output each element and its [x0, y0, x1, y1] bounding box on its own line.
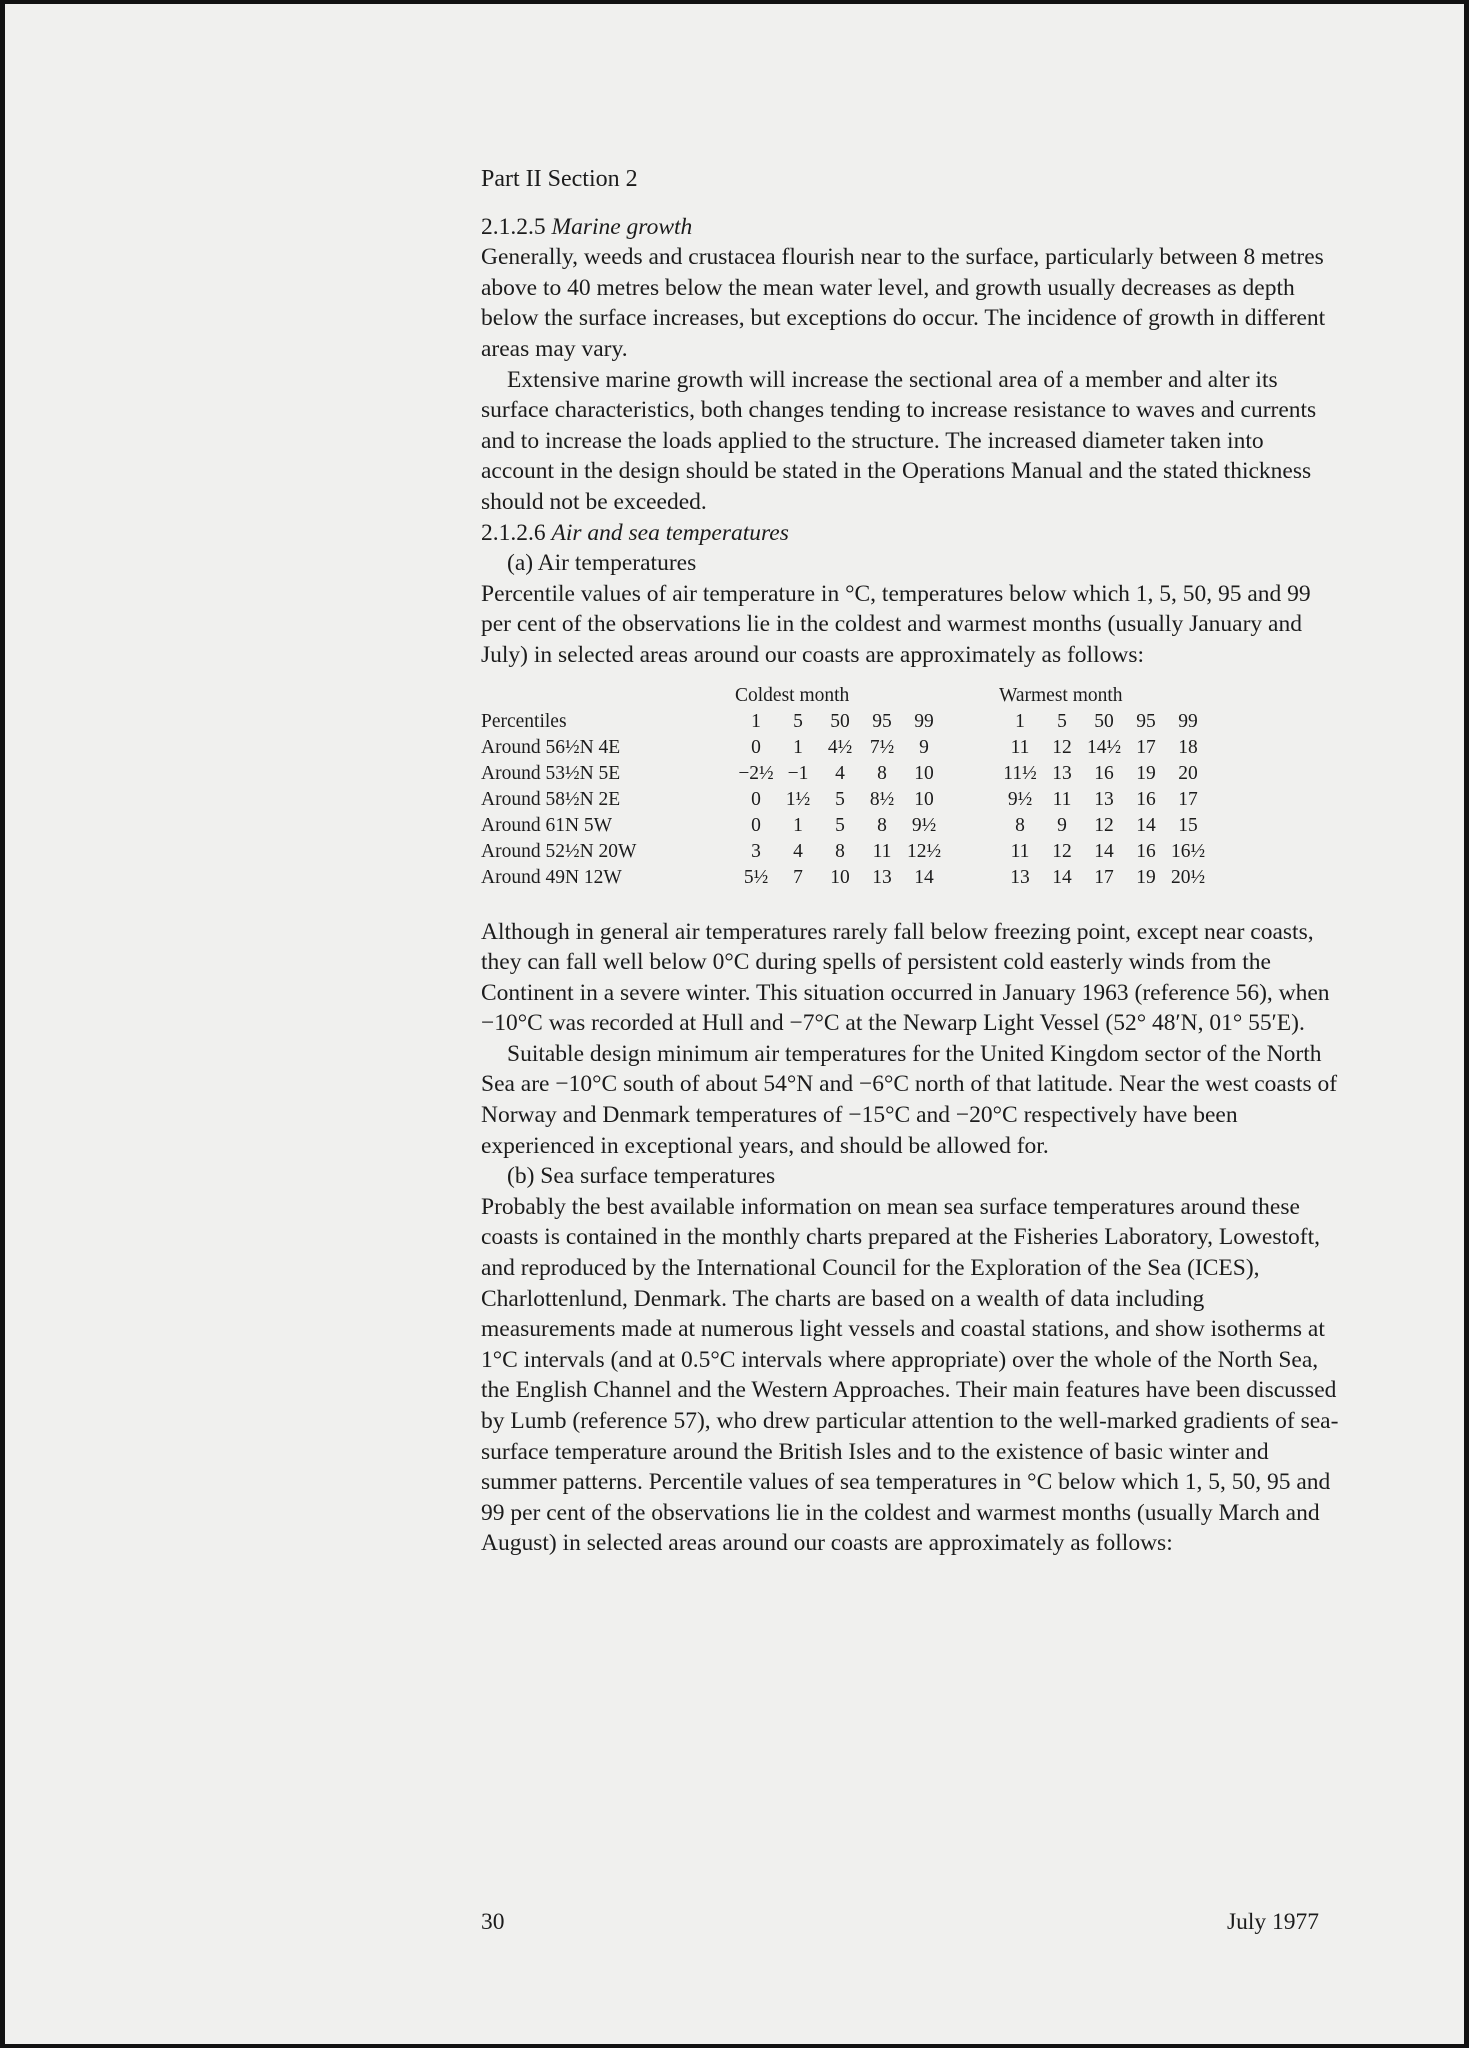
warmest-value-cell: 13	[1052, 762, 1072, 784]
coldest-value-cell: 8	[877, 762, 887, 784]
air-temperature-table	[481, 683, 1209, 891]
coldest-value-cell: 4	[793, 840, 803, 862]
air-temperatures-paragraph-2: Suitable design minimum air temperatures for the United Kingdom sector of the North Sea are −10°C south of about 54°N and −6°C north of that latitude. Near the west coasts of Norway and Denmark temperatures of −15°C and −20°C respectively have been experienced in exceptional years, and should be allowed for.	[481, 1040, 1338, 1159]
marine-growth-paragraph-1: Generally, weeds and crustacea flourish near to the surface, particularly between 8 metres above to 40 metres below the mean water level, and growth usually decreases as depth below the surface increases, but exceptions do occur. The incidence of growth in different areas may vary.	[481, 244, 1326, 362]
warmest-value-cell: 15	[1178, 814, 1198, 836]
page-content	[481, 164, 1341, 1559]
coldest-value-cell: 0	[751, 736, 761, 758]
warmest-value-cell: 11	[1010, 840, 1030, 862]
percentile-header: 50	[830, 710, 850, 732]
coldest-month-header: Coldest month	[735, 684, 850, 706]
row-label: Around 49N 12W	[481, 866, 622, 888]
document-page	[5, 4, 1464, 2044]
warmest-value-cell: 17	[1178, 788, 1198, 810]
coldest-value-cell: 8	[835, 840, 845, 862]
coldest-value-cell: 11	[872, 840, 892, 862]
coldest-value-cell: 4	[835, 762, 845, 784]
air-temperatures-paragraph-1: Although in general air temperatures rarely fall below freezing point, except near coasts, they can fall well below 0°C during spells of persistent cold easterly winds from the Continent in a severe winter. This situation occurred in January 1963 (reference 56), when −10°C was recorded at Hull and −7°C at the Newarp Light Vessel (52° 48′N, 01° 55′E).	[481, 918, 1330, 1037]
warmest-value-cell: 14½	[1086, 736, 1122, 758]
sea-temperatures-heading: (b) Sea surface temperatures	[507, 1163, 776, 1190]
warmest-value-cell: 11½	[1003, 762, 1037, 784]
percentile-header: 5	[793, 710, 803, 732]
row-label: Around 58½N 2E	[481, 788, 621, 810]
percentile-header: 5	[1057, 710, 1067, 732]
warmest-value-cell: 20	[1178, 762, 1198, 784]
temperatures-number: 2.1.2.6	[481, 519, 546, 546]
warmest-value-cell: 19	[1136, 762, 1156, 784]
coldest-value-cell: 9	[919, 736, 929, 758]
coldest-value-cell: 4½	[827, 736, 853, 758]
warmest-value-cell: 16	[1136, 788, 1156, 810]
percentile-header: 99	[1178, 710, 1198, 732]
marine-growth-number: 2.1.2.5	[481, 213, 546, 240]
warmest-value-cell: 12	[1052, 840, 1072, 862]
warmest-value-cell: 14	[1052, 866, 1072, 888]
coldest-value-cell: 1	[793, 736, 803, 758]
warmest-value-cell: 9	[1057, 814, 1067, 836]
row-label: Around 53½N 5E	[481, 762, 621, 784]
warmest-value-cell: 17	[1094, 866, 1114, 888]
coldest-value-cell: 7	[793, 866, 803, 888]
air-temperatures-intro: Percentile values of air temperature in °C, temperatures below which 1, 5, 50, 95 and 99 per cent of the observations lie in the coldest and warmest months (usually January and July) in selected areas around our coasts are approximately as follows:	[481, 580, 1311, 668]
marine-growth-title: Marine growth	[551, 213, 693, 240]
warmest-value-cell: 18	[1178, 736, 1198, 758]
table-percentile-header	[481, 709, 1209, 735]
temperatures-title: Air and sea temperatures	[551, 519, 789, 546]
coldest-value-cell: 1	[793, 814, 803, 836]
warmest-value-cell: 17	[1136, 736, 1156, 758]
marine-growth-heading	[481, 212, 1341, 243]
coldest-value-cell: −2½	[738, 762, 774, 784]
coldest-value-cell: 5½	[743, 866, 769, 888]
sea-temperatures-paragraph: Probably the best available information on mean sea surface temperatures around these coasts is contained in the monthly charts prepared at the Fisheries Laboratory, Lowestoft, and reproduced by the International Council for the Exploration of the Sea (ICES), Charlottenlund, Denmark. The charts are based on a wealth of data including measurements made at numerous light vessels and coastal stations, and show isotherms at 1°C intervals (and at 0.5°C intervals where appropriate) over the whole of the North Sea, the English Channel and the Western Approaches. Their main features have been discussed by Lumb (reference 57), who drew particular attention to the well-marked gradients of sea-surface temperature around the British Isles and to the existence of basic winter and summer patterns. Percentile values of sea temperatures in °C below which 1, 5, 50, 95 and 99 per cent of the observations lie in the coldest and warmest months (usually March and August) in selected areas around our coasts are approximately as follows:	[481, 1193, 1339, 1557]
coldest-value-cell: 5	[835, 814, 845, 836]
table-row	[481, 813, 1209, 839]
warmest-value-cell: 11	[1052, 788, 1072, 810]
percentiles-label: Percentiles	[481, 710, 567, 732]
table-row	[481, 865, 1209, 891]
coldest-value-cell: 8½	[869, 788, 895, 810]
coldest-value-cell: 3	[751, 840, 761, 862]
percentile-header: 95	[1136, 710, 1156, 732]
warmest-value-cell: 19	[1136, 866, 1156, 888]
warmest-month-header: Warmest month	[999, 684, 1123, 706]
coldest-value-cell: 14	[914, 866, 934, 888]
warmest-value-cell: 16	[1136, 840, 1156, 862]
coldest-value-cell: 9½	[911, 814, 937, 836]
coldest-value-cell: −1	[787, 762, 809, 784]
warmest-value-cell: 13	[1010, 866, 1030, 888]
coldest-value-cell: 7½	[869, 736, 895, 758]
warmest-value-cell: 16½	[1170, 840, 1206, 862]
coldest-value-cell: 0	[751, 788, 761, 810]
air-table-body	[481, 735, 1209, 891]
warmest-value-cell: 12	[1094, 814, 1114, 836]
warmest-value-cell: 20½	[1170, 866, 1206, 888]
warmest-value-cell: 11	[1010, 736, 1030, 758]
percentile-header: 95	[872, 710, 892, 732]
marine-growth-paragraph-2: Extensive marine growth will increase the sectional area of a member and alter its surface characteristics, both changes tending to increase resistance to waves and currents and to increase the loads applied to the structure. The increased diameter taken into account in the design should be stated in the Operations Manual and the stated thickness should not be exceeded.	[481, 366, 1317, 515]
table-row	[481, 787, 1209, 813]
coldest-value-cell: 13	[872, 866, 892, 888]
warmest-value-cell: 8	[1015, 814, 1025, 836]
table-row	[481, 735, 1209, 761]
warmest-value-cell: 13	[1094, 788, 1114, 810]
coldest-value-cell: 10	[830, 866, 850, 888]
coldest-value-cell: 12½	[906, 840, 942, 862]
warmest-value-cell: 16	[1094, 762, 1114, 784]
row-label: Around 56½N 4E	[481, 736, 621, 758]
warmest-value-cell: 14	[1094, 840, 1114, 862]
coldest-value-cell: 10	[914, 788, 934, 810]
air-temperatures-heading: (a) Air temperatures	[507, 550, 697, 577]
page-number: 30	[481, 1909, 505, 1935]
percentile-header: 1	[1015, 710, 1025, 732]
table-row	[481, 761, 1209, 787]
coldest-value-cell: 5	[835, 788, 845, 810]
row-label: Around 52½N 20W	[481, 840, 637, 862]
temperatures-heading	[481, 518, 1341, 549]
percentile-header: 99	[914, 710, 934, 732]
percentile-header: 50	[1094, 710, 1114, 732]
publication-date: July 1977	[1227, 1909, 1320, 1935]
warmest-value-cell: 12	[1052, 736, 1072, 758]
percentile-header: 1	[751, 710, 761, 732]
table-group-header	[481, 683, 1209, 709]
coldest-value-cell: 8	[877, 814, 887, 836]
coldest-value-cell: 1½	[785, 788, 811, 810]
warmest-value-cell: 9½	[1007, 788, 1033, 810]
section-header: Part II Section 2	[481, 166, 638, 192]
warmest-value-cell: 14	[1136, 814, 1156, 836]
table-row	[481, 839, 1209, 865]
coldest-value-cell: 10	[914, 762, 934, 784]
coldest-value-cell: 0	[751, 814, 761, 836]
row-label: Around 61N 5W	[481, 814, 613, 836]
